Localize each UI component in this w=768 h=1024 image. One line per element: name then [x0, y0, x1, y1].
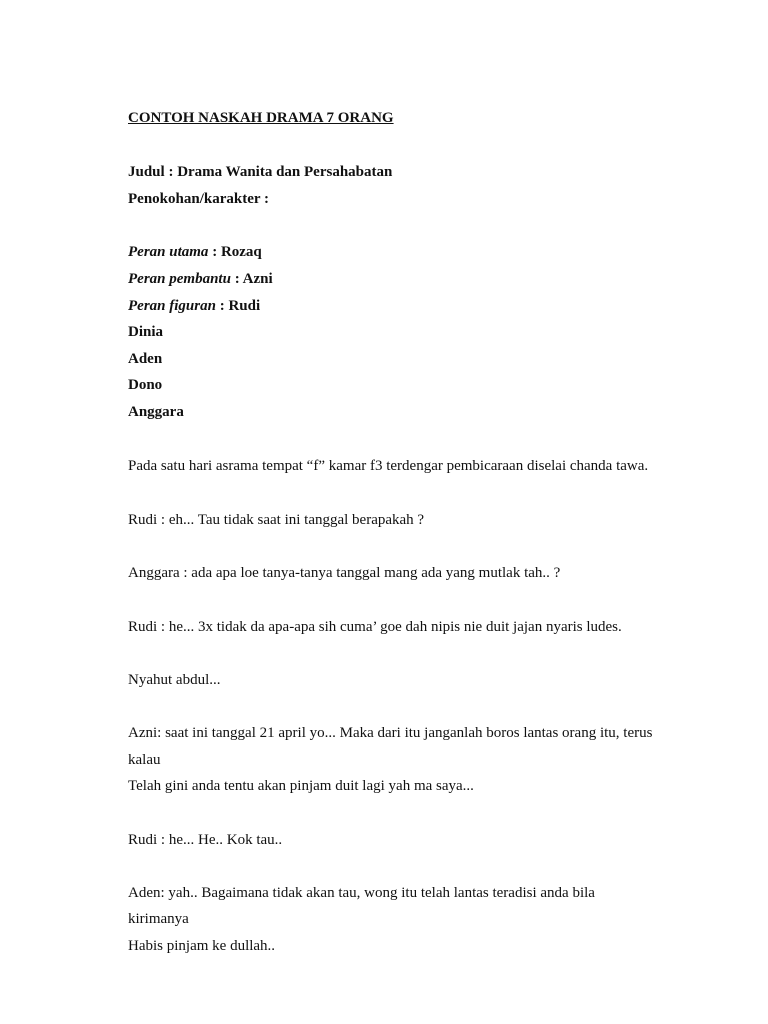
- extra-character: Anggara: [128, 404, 184, 420]
- role-name: Azni: [242, 271, 273, 287]
- role-label: Peran utama: [128, 244, 209, 260]
- narration-line: Nyahut abdul...: [128, 672, 221, 688]
- role-separator: :: [208, 244, 221, 260]
- drama-title: Judul : Drama Wanita dan Persahabatan: [128, 164, 393, 180]
- dialogue-line: Anggara : ada apa loe tanya-tanya tanggal mang ada yang mutlak tah.. ?: [128, 565, 561, 581]
- role-label: Peran figuran: [128, 298, 216, 314]
- paragraph: Pada satu hari asrama tempat “f” kamar f3 terdengar pembicaraan diselai chanda tawa.: [128, 458, 649, 474]
- dialogue-line: Rudi : he... 3x tidak da apa-apa sih cuma’ goe dah nipis nie duit jajan nyaris ludes.: [128, 619, 622, 635]
- dialogue-line: Rudi : he... He.. Kok tau..: [128, 832, 283, 848]
- dialogue-line: Aden: yah.. Bagaimana tidak akan tau, wong itu telah lantas teradisi anda bila: [128, 885, 595, 901]
- role-label: Peran pembantu: [128, 271, 231, 287]
- characters-heading: Penokohan/karakter :: [128, 191, 269, 207]
- document-heading: CONTOH NASKAH DRAMA 7 ORANG: [128, 110, 394, 126]
- role-name: Rozaq: [220, 244, 262, 260]
- role-name: Rudi: [228, 298, 261, 314]
- dialogue-line-continued: kalau: [128, 752, 161, 768]
- dialogue-line: Azni: saat ini tanggal 21 april yo... Maka dari itu janganlah boros lantas orang itu, terus: [128, 725, 653, 741]
- dialogue-line-continued: Habis pinjam ke dullah..: [128, 938, 276, 954]
- role-line-support: [128, 270, 273, 288]
- extra-character: Dono: [128, 377, 163, 393]
- role-separator: :: [215, 298, 229, 314]
- dialogue-line-continued: Telah gini anda tentu akan pinjam duit lagi yah ma saya...: [128, 778, 474, 794]
- role-separator: :: [230, 271, 243, 287]
- extra-character: Aden: [128, 351, 163, 367]
- dialogue-line: Rudi : eh... Tau tidak saat ini tanggal berapakah ?: [128, 512, 425, 528]
- extra-character: Dinia: [128, 324, 164, 340]
- role-line-extra: [128, 297, 260, 315]
- dialogue-line-continued: kirimanya: [128, 911, 189, 927]
- role-line-main: [128, 243, 262, 261]
